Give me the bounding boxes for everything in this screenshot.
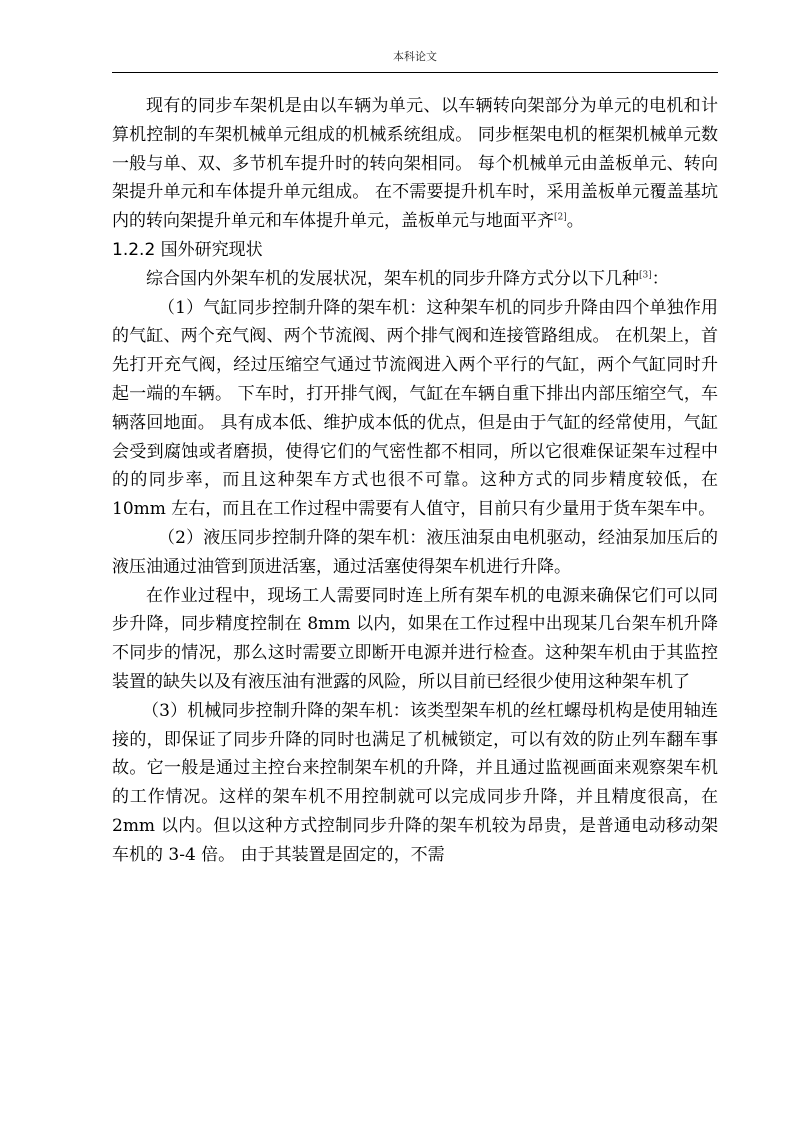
paragraph-text: 综合国内外架车机的发展状况，架车机的同步升降方式分以下几种	[146, 268, 639, 289]
paragraph-pneumatic-method: （1）气缸同步控制升降的架车机：这种架车机的同步升降由四个单独作用的气缸、两个充气阀、两个节流阀、两个排气阀和连接管路组成。 在机架上，首先打开充气阀，经过压缩空气通过节流阀进入两个平行的气缸，两个气缸同时升起一端的车辆。 下车时，打开排气阀，气缸在车辆自重下排出内部压缩空气，车辆落回地面。 具有成本低、维护成本低的优点，但是由于气缸的经常使用，气缸会受到腐蚀或者磨损，使得它们的气密性都不相同，所以它很难保证架车过程中的的同步率，而且这种架车方式也很不可靠。这种方式的同步精度较低，在 10mm 左右，而且在工作过程中需要有人值守，目前只有少量用于货车架车中。	[112, 297, 718, 520]
header-divider	[112, 72, 718, 73]
paragraph-overview-methods	[112, 265, 718, 294]
page-header: 本科论文	[393, 50, 437, 63]
paragraph-tail: ：	[651, 268, 669, 289]
paragraph-hydraulic-method: （2）液压同步控制升降的架车机：液压油泵由电机驱动，经油泵加压后的液压油通过油管到顶进活塞，通过活塞使得架车机进行升降。	[112, 527, 718, 577]
citation-marker: [3]	[639, 270, 652, 281]
paragraph-hydraulic-operation: 在作业过程中，现场工人需要同时连上所有架车机的电源来确保它们可以同步升降，同步精度控制在 8mm 以内，如果在工作过程中出现某几台架车机升降不同步的情况，那么这时需要立即断开电源并进行检查。这种架车机由于其监控装置的缺失以及有液压油有泄露的风险，所以目前已经很少使用这种架车机了	[112, 585, 718, 692]
paragraph-mechanical-method: （3）机械同步控制升降的架车机：该类型架车机的丝杠螺母机构是使用轴连接的，即保证了同步升降的同时也满足了机械锁定，可以有效的防止列车翻车事故。它一般是通过主控台来控制架车机的升降，并且通过监视画面来观察架车机的工作情况。这样的架车机不用控制就可以完成同步升降，并且精度很高，在 2mm 以内。但以这种方式控制同步升降的架车机较为昂贵，是普通电动移动架车机的 3-4 倍。 由于其装置是固定的，不需	[112, 700, 718, 865]
section-heading: 1.2.2 国外研究现状	[112, 239, 263, 260]
citation-marker: [2]	[554, 212, 567, 223]
document-body	[112, 92, 718, 870]
paragraph-tail: 。	[566, 211, 584, 232]
paragraph-existing-sync-lifting	[112, 92, 718, 236]
paragraph-text: 现有的同步车架机是由以车辆为单元、以车辆转向架部分为单元的电机和计算机控制的车架机械单元组成的机械系统组成。 同步框架电机的框架机械单元数一般与单、双、多节机车提升时的转向架相同。 每个机械单元由盖板单元、转向架提升单元和车体提升单元组成。 在不需要提升机车时，采用盖板单元覆盖基坑内的转向架提升单元和车体提升单元，盖板单元与地面平齐	[112, 96, 718, 232]
